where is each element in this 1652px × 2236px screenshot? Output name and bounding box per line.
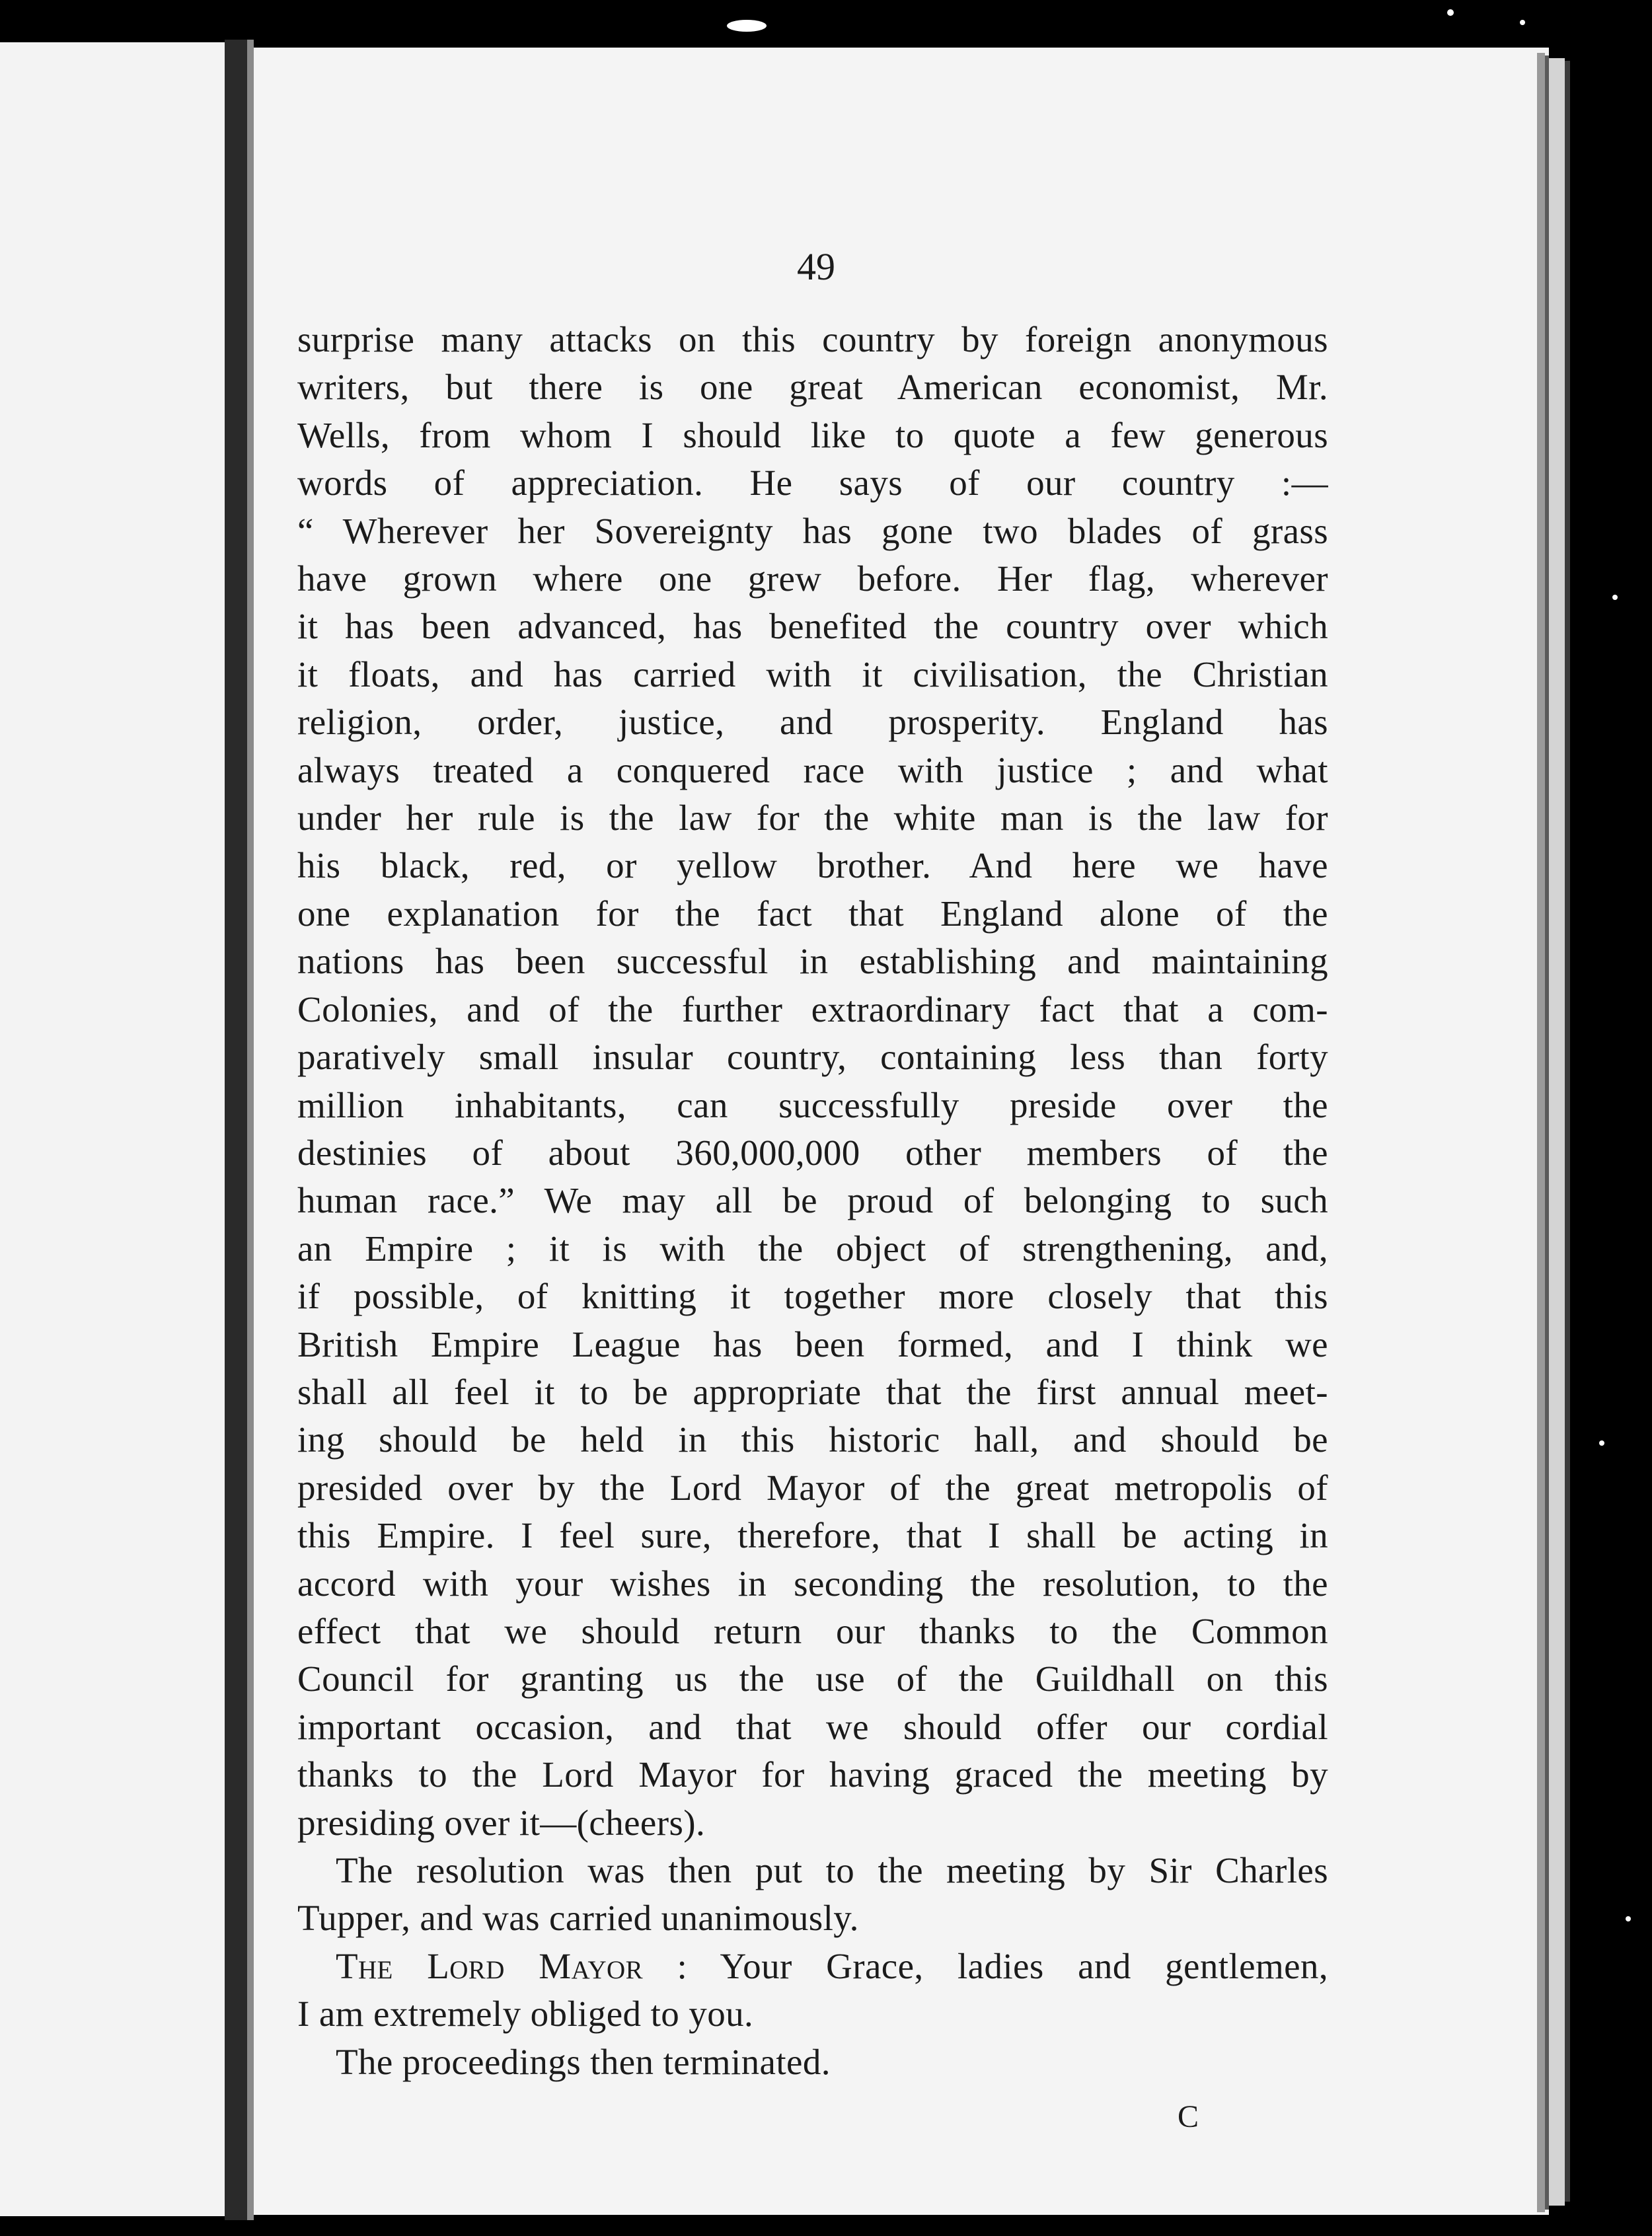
book-gutter (225, 40, 247, 2220)
closing-line: The proceedings then terminated. (336, 2041, 831, 2082)
gutter-edge (247, 40, 254, 2220)
speaker-name: The Lord Mayor : (336, 1945, 688, 1986)
scan-speck (1447, 9, 1454, 16)
page-stack-shadow (1565, 61, 1570, 2202)
text-line: destinies of about 360,000,000 other members of the (297, 1132, 1328, 1173)
facing-page (0, 42, 225, 2216)
text-line: paratively small insular country, containing less than forty (297, 1037, 1328, 1078)
text-line: Council for granting us the use of the Guildhall on this (297, 1658, 1328, 1699)
text-line: presided over by the Lord Mayor of the great metropolis of (297, 1467, 1328, 1508)
text-line: Colonies, and of the further extraordinary fact that a com- (297, 988, 1328, 1029)
text-line: Wells, from whom I should like to quote a few generous (297, 414, 1328, 455)
text-line: an Empire ; it is with the object of strengthening, and, (297, 1228, 1328, 1269)
text-line: million inhabitants, can successfully preside over the (297, 1084, 1328, 1125)
text-line: thanks to the Lord Mayor for having graced the meeting by (297, 1754, 1328, 1795)
resolution-line: Tupper, and was carried unanimously. (297, 1898, 859, 1939)
text-line: his black, red, or yellow brother. And here we have (297, 845, 1328, 886)
text-line: British Empire League has been formed, and I think we (297, 1323, 1328, 1364)
scan-speck (1520, 20, 1525, 25)
text-line: this Empire. I feel sure, therefore, that I shall be acting in (297, 1515, 1328, 1556)
speech-text: Your Grace, ladies and gentlemen, (687, 1945, 1328, 1986)
scan-speck (1599, 1440, 1604, 1446)
text-line: if possible, of knitting it together more closely that this (297, 1276, 1328, 1317)
page-edge (1537, 53, 1545, 2212)
text-line: ing should be held in this historic hall, and should be (297, 1419, 1328, 1460)
scan-speck (1626, 1916, 1631, 1921)
page-body (297, 316, 1328, 2086)
text-line: writers, but there is one great American economist, Mr. (297, 367, 1328, 408)
text-line: under her rule is the law for the white man is the law for (297, 798, 1328, 838)
text-line: have grown where one grew before. Her flag, wherever (297, 558, 1328, 599)
text-line: one explanation for the fact that England alone of the (297, 893, 1328, 934)
page-stack (1549, 58, 1565, 2206)
scan-speck (1612, 595, 1618, 600)
lord-mayor-line: I am extremely obliged to you. (297, 1994, 754, 2034)
text-line: it floats, and has carried with it civilisation, the Christian (297, 653, 1328, 694)
text-line: presiding over it—(cheers). (297, 1802, 706, 1843)
text-line: human race.” We may all be proud of belonging to such (297, 1180, 1328, 1221)
lord-mayor-line (297, 1943, 1328, 1990)
text-line: important occasion, and that we should offer our cordial (297, 1706, 1328, 1747)
text-line: nations has been successful in establishing and maintaining (297, 941, 1328, 982)
text-line: religion, order, justice, and prosperity. England has (297, 702, 1328, 743)
resolution-line: The resolution was then put to the meeting by Sir Charles (336, 1850, 1328, 1890)
text-line: words of appreciation. He says of our country :— (297, 463, 1328, 503)
text-line: accord with your wishes in seconding the resolution, to the (297, 1563, 1328, 1604)
text-line: “ Wherever her Sovereignty has gone two blades of grass (297, 510, 1328, 551)
text-line: it has been advanced, has benefited the country over which (297, 606, 1328, 647)
text-line: effect that we should return our thanks to the Common (297, 1610, 1328, 1651)
text-line: surprise many attacks on this country by foreign anonymous (297, 319, 1328, 359)
signature-mark: C (1178, 2099, 1199, 2134)
text-line: shall all feel it to be appropriate that the first annual meet- (297, 1371, 1328, 1412)
text-line: always treated a conquered race with justice ; and what (297, 749, 1328, 790)
page-number: 49 (797, 245, 835, 288)
scan-speck (727, 20, 767, 32)
